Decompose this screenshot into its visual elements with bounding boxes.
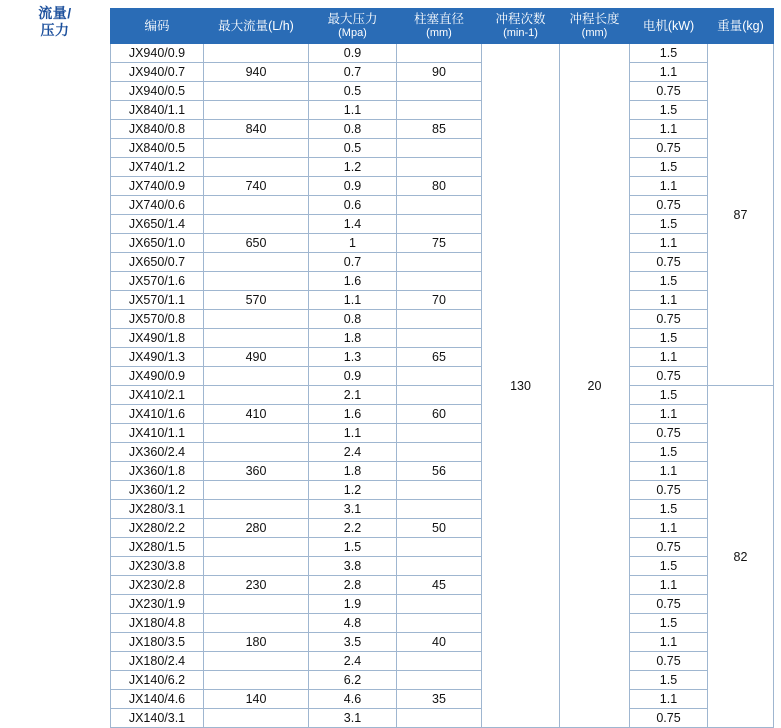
cell-plunger-diameter-spacer <box>397 614 482 633</box>
table-row <box>111 424 774 443</box>
cell-plunger-diameter-spacer <box>397 424 482 443</box>
cell-motor: 1.5 <box>630 500 708 519</box>
cell-code: JX360/2.4 <box>111 443 204 462</box>
cell-code: JX650/1.4 <box>111 215 204 234</box>
cell-max-pressure: 3.1 <box>309 709 397 728</box>
cell-motor: 1.1 <box>630 576 708 595</box>
cell-max-flow: 280 <box>204 519 309 538</box>
cell-max-flow-spacer <box>204 595 309 614</box>
cell-code: JX280/2.2 <box>111 519 204 538</box>
header-max-pressure-sub: (Mpa) <box>338 27 367 39</box>
cell-max-flow-spacer <box>204 367 309 386</box>
header-max-flow <box>204 9 309 44</box>
cell-motor: 1.1 <box>630 177 708 196</box>
cell-motor: 1.5 <box>630 272 708 291</box>
cell-motor: 1.1 <box>630 519 708 538</box>
header-code-main: 编码 <box>144 19 170 33</box>
table-row <box>111 101 774 120</box>
cell-code: JX740/0.9 <box>111 177 204 196</box>
cell-max-pressure: 0.5 <box>309 139 397 158</box>
cell-plunger-diameter-spacer <box>397 443 482 462</box>
table-row <box>111 215 774 234</box>
cell-max-pressure: 3.1 <box>309 500 397 519</box>
cell-code: JX570/1.1 <box>111 291 204 310</box>
cell-max-flow-spacer <box>204 671 309 690</box>
cell-max-flow-spacer <box>204 481 309 500</box>
cell-motor: 0.75 <box>630 139 708 158</box>
cell-motor: 0.75 <box>630 538 708 557</box>
header-weight-main: 重量(kg) <box>717 19 764 33</box>
flow-pressure-label <box>0 0 110 43</box>
cell-weight: 82 <box>708 386 774 728</box>
cell-code: JX280/1.5 <box>111 538 204 557</box>
cell-weight: 87 <box>708 44 774 386</box>
table-row <box>111 120 774 139</box>
cell-motor: 1.5 <box>630 614 708 633</box>
cell-plunger-diameter: 75 <box>397 234 482 253</box>
cell-code: JX650/1.0 <box>111 234 204 253</box>
cell-max-pressure: 2.8 <box>309 576 397 595</box>
cell-max-pressure: 1.6 <box>309 272 397 291</box>
cell-max-pressure: 0.7 <box>309 63 397 82</box>
cell-max-pressure: 1.4 <box>309 215 397 234</box>
table-row <box>111 367 774 386</box>
cell-code: JX570/1.6 <box>111 272 204 291</box>
cell-plunger-diameter-spacer <box>397 158 482 177</box>
cell-plunger-diameter: 70 <box>397 291 482 310</box>
cell-motor: 1.1 <box>630 690 708 709</box>
cell-max-flow: 940 <box>204 63 309 82</box>
cell-motor: 0.75 <box>630 82 708 101</box>
cell-code: JX740/1.2 <box>111 158 204 177</box>
cell-max-flow-spacer <box>204 652 309 671</box>
cell-plunger-diameter-spacer <box>397 386 482 405</box>
cell-max-flow: 410 <box>204 405 309 424</box>
cell-max-flow-spacer <box>204 557 309 576</box>
header-plunger-diameter-main: 柱塞直径 <box>413 12 464 26</box>
cell-motor: 0.75 <box>630 595 708 614</box>
cell-plunger-diameter-spacer <box>397 538 482 557</box>
header-plunger-diameter-sub: (mm) <box>426 27 452 39</box>
cell-code: JX650/0.7 <box>111 253 204 272</box>
cell-code: JX230/3.8 <box>111 557 204 576</box>
cell-motor: 1.5 <box>630 671 708 690</box>
cell-plunger-diameter-spacer <box>397 139 482 158</box>
cell-max-pressure: 3.5 <box>309 633 397 652</box>
cell-max-pressure: 0.8 <box>309 310 397 329</box>
cell-max-flow-spacer <box>204 139 309 158</box>
cell-max-flow: 650 <box>204 234 309 253</box>
cell-code: JX740/0.6 <box>111 196 204 215</box>
cell-max-pressure: 1.2 <box>309 158 397 177</box>
header-max-pressure-main: 最大压力 <box>327 12 378 26</box>
cell-plunger-diameter: 65 <box>397 348 482 367</box>
cell-code: JX940/0.7 <box>111 63 204 82</box>
cell-max-flow-spacer <box>204 709 309 728</box>
table-row <box>111 576 774 595</box>
cell-code: JX230/1.9 <box>111 595 204 614</box>
cell-motor: 1.5 <box>630 158 708 177</box>
cell-motor: 0.75 <box>630 652 708 671</box>
table-header <box>111 9 774 44</box>
cell-max-flow-spacer <box>204 215 309 234</box>
table-row <box>111 272 774 291</box>
cell-max-flow-spacer <box>204 158 309 177</box>
cell-plunger-diameter-spacer <box>397 82 482 101</box>
cell-code: JX840/0.8 <box>111 120 204 139</box>
table-row <box>111 234 774 253</box>
table-row <box>111 557 774 576</box>
header-stroke-count-sub: (min-1) <box>503 27 538 39</box>
cell-max-pressure: 1 <box>309 234 397 253</box>
table-row <box>111 158 774 177</box>
cell-motor: 1.5 <box>630 215 708 234</box>
cell-motor: 1.5 <box>630 386 708 405</box>
header-motor-main: 电机(kW) <box>642 19 695 33</box>
cell-motor: 1.1 <box>630 291 708 310</box>
cell-code: JX360/1.2 <box>111 481 204 500</box>
header-max-pressure <box>309 9 397 44</box>
table-row <box>111 253 774 272</box>
cell-stroke-count: 130 <box>482 44 560 728</box>
cell-max-pressure: 1.1 <box>309 291 397 310</box>
table-row <box>111 652 774 671</box>
header-plunger-diameter <box>397 9 482 44</box>
cell-motor: 1.1 <box>630 633 708 652</box>
header-weight <box>708 9 774 44</box>
table-header-row <box>111 9 774 44</box>
table-row <box>111 177 774 196</box>
header-stroke-length-main: 冲程长度 <box>569 12 620 26</box>
cell-plunger-diameter: 45 <box>397 576 482 595</box>
cell-plunger-diameter-spacer <box>397 196 482 215</box>
cell-plunger-diameter-spacer <box>397 329 482 348</box>
cell-max-pressure: 0.7 <box>309 253 397 272</box>
cell-max-pressure: 1.6 <box>309 405 397 424</box>
table-row <box>111 709 774 728</box>
cell-max-flow-spacer <box>204 614 309 633</box>
cell-motor: 0.75 <box>630 196 708 215</box>
cell-plunger-diameter-spacer <box>397 500 482 519</box>
cell-max-pressure: 0.9 <box>309 177 397 196</box>
cell-code: JX940/0.9 <box>111 44 204 63</box>
table-row <box>111 405 774 424</box>
header-code <box>111 9 204 44</box>
cell-max-flow-spacer <box>204 44 309 63</box>
cell-max-pressure: 1.9 <box>309 595 397 614</box>
cell-max-pressure: 2.4 <box>309 443 397 462</box>
cell-code: JX140/6.2 <box>111 671 204 690</box>
table-row <box>111 671 774 690</box>
cell-max-flow: 140 <box>204 690 309 709</box>
cell-plunger-diameter-spacer <box>397 652 482 671</box>
cell-code: JX840/0.5 <box>111 139 204 158</box>
cell-code: JX490/1.3 <box>111 348 204 367</box>
table-row <box>111 196 774 215</box>
cell-max-pressure: 1.8 <box>309 329 397 348</box>
cell-max-pressure: 3.8 <box>309 557 397 576</box>
cell-code: JX280/3.1 <box>111 500 204 519</box>
cell-max-flow: 180 <box>204 633 309 652</box>
cell-max-pressure: 4.6 <box>309 690 397 709</box>
cell-code: JX410/1.1 <box>111 424 204 443</box>
cell-plunger-diameter-spacer <box>397 310 482 329</box>
cell-max-pressure: 1.8 <box>309 462 397 481</box>
cell-motor: 1.5 <box>630 101 708 120</box>
cell-max-flow: 740 <box>204 177 309 196</box>
cell-motor: 0.75 <box>630 367 708 386</box>
cell-code: JX180/3.5 <box>111 633 204 652</box>
table-row <box>111 462 774 481</box>
cell-plunger-diameter-spacer <box>397 671 482 690</box>
cell-plunger-diameter-spacer <box>397 367 482 386</box>
header-motor <box>630 9 708 44</box>
cell-plunger-diameter-spacer <box>397 481 482 500</box>
cell-plunger-diameter: 35 <box>397 690 482 709</box>
cell-code: JX180/2.4 <box>111 652 204 671</box>
table-row <box>111 481 774 500</box>
cell-motor: 1.1 <box>630 120 708 139</box>
cell-code: JX180/4.8 <box>111 614 204 633</box>
cell-plunger-diameter-spacer <box>397 253 482 272</box>
table-row <box>111 519 774 538</box>
cell-motor: 0.75 <box>630 481 708 500</box>
cell-max-pressure: 1.1 <box>309 424 397 443</box>
cell-plunger-diameter-spacer <box>397 557 482 576</box>
cell-max-flow: 490 <box>204 348 309 367</box>
cell-max-pressure: 0.5 <box>309 82 397 101</box>
table-row <box>111 538 774 557</box>
pump-spec-table <box>110 8 774 728</box>
cell-max-pressure: 1.5 <box>309 538 397 557</box>
table-row <box>111 443 774 462</box>
table-row <box>111 63 774 82</box>
cell-max-flow-spacer <box>204 500 309 519</box>
cell-motor: 0.75 <box>630 310 708 329</box>
cell-max-flow-spacer <box>204 196 309 215</box>
cell-code: JX940/0.5 <box>111 82 204 101</box>
cell-max-pressure: 4.8 <box>309 614 397 633</box>
cell-max-flow-spacer <box>204 82 309 101</box>
cell-max-pressure: 0.8 <box>309 120 397 139</box>
cell-motor: 1.1 <box>630 462 708 481</box>
cell-code: JX490/0.9 <box>111 367 204 386</box>
table-row <box>111 633 774 652</box>
cell-max-flow: 570 <box>204 291 309 310</box>
cell-code: JX570/0.8 <box>111 310 204 329</box>
cell-max-pressure: 2.1 <box>309 386 397 405</box>
cell-max-pressure: 0.6 <box>309 196 397 215</box>
cell-code: JX360/1.8 <box>111 462 204 481</box>
table-row <box>111 595 774 614</box>
header-stroke-length <box>560 9 630 44</box>
cell-max-pressure: 2.4 <box>309 652 397 671</box>
cell-code: JX410/2.1 <box>111 386 204 405</box>
table-row <box>111 44 774 63</box>
cell-plunger-diameter: 40 <box>397 633 482 652</box>
cell-motor: 1.5 <box>630 329 708 348</box>
cell-max-pressure: 2.2 <box>309 519 397 538</box>
cell-motor: 1.1 <box>630 234 708 253</box>
cell-plunger-diameter: 90 <box>397 63 482 82</box>
table-row <box>111 500 774 519</box>
cell-motor: 1.5 <box>630 443 708 462</box>
cell-code: JX230/2.8 <box>111 576 204 595</box>
cell-code: JX490/1.8 <box>111 329 204 348</box>
cell-plunger-diameter: 60 <box>397 405 482 424</box>
cell-max-flow-spacer <box>204 101 309 120</box>
cell-motor: 1.1 <box>630 63 708 82</box>
cell-code: JX840/1.1 <box>111 101 204 120</box>
table-row <box>111 329 774 348</box>
cell-code: JX410/1.6 <box>111 405 204 424</box>
cell-motor: 1.5 <box>630 557 708 576</box>
table-row <box>111 82 774 101</box>
header-max-flow-main: 最大流量(L/h) <box>218 19 294 33</box>
cell-plunger-diameter-spacer <box>397 44 482 63</box>
cell-max-flow-spacer <box>204 272 309 291</box>
flow-pressure-label-line1: 流量/ <box>38 4 72 21</box>
cell-plunger-diameter-spacer <box>397 272 482 291</box>
cell-motor: 0.75 <box>630 424 708 443</box>
cell-motor: 0.75 <box>630 253 708 272</box>
cell-max-pressure: 1.3 <box>309 348 397 367</box>
cell-max-flow-spacer <box>204 386 309 405</box>
cell-max-flow-spacer <box>204 538 309 557</box>
cell-motor: 1.5 <box>630 44 708 63</box>
table-row <box>111 291 774 310</box>
table-body <box>111 44 774 728</box>
flow-pressure-label-line2: 压力 <box>40 21 70 38</box>
cell-plunger-diameter: 50 <box>397 519 482 538</box>
cell-max-flow-spacer <box>204 310 309 329</box>
cell-max-pressure: 6.2 <box>309 671 397 690</box>
cell-plunger-diameter: 80 <box>397 177 482 196</box>
cell-plunger-diameter-spacer <box>397 101 482 120</box>
cell-max-pressure: 0.9 <box>309 44 397 63</box>
header-stroke-count-main: 冲程次数 <box>495 12 546 26</box>
cell-stroke-length: 20 <box>560 44 630 728</box>
table-row <box>111 348 774 367</box>
cell-code: JX140/4.6 <box>111 690 204 709</box>
table-row <box>111 139 774 158</box>
cell-max-pressure: 1.2 <box>309 481 397 500</box>
cell-plunger-diameter-spacer <box>397 709 482 728</box>
table-row <box>111 386 774 405</box>
cell-plunger-diameter: 56 <box>397 462 482 481</box>
cell-plunger-diameter: 85 <box>397 120 482 139</box>
cell-max-flow-spacer <box>204 329 309 348</box>
cell-max-pressure: 1.1 <box>309 101 397 120</box>
cell-motor: 0.75 <box>630 709 708 728</box>
table-row <box>111 614 774 633</box>
cell-max-flow: 840 <box>204 120 309 139</box>
cell-max-pressure: 0.9 <box>309 367 397 386</box>
header-stroke-count <box>482 9 560 44</box>
cell-plunger-diameter-spacer <box>397 215 482 234</box>
cell-max-flow-spacer <box>204 424 309 443</box>
cell-max-flow-spacer <box>204 253 309 272</box>
cell-max-flow: 360 <box>204 462 309 481</box>
cell-max-flow-spacer <box>204 443 309 462</box>
cell-motor: 1.1 <box>630 405 708 424</box>
cell-max-flow: 230 <box>204 576 309 595</box>
cell-code: JX140/3.1 <box>111 709 204 728</box>
cell-motor: 1.1 <box>630 348 708 367</box>
cell-plunger-diameter-spacer <box>397 595 482 614</box>
table-row <box>111 310 774 329</box>
header-stroke-length-sub: (mm) <box>581 27 608 39</box>
